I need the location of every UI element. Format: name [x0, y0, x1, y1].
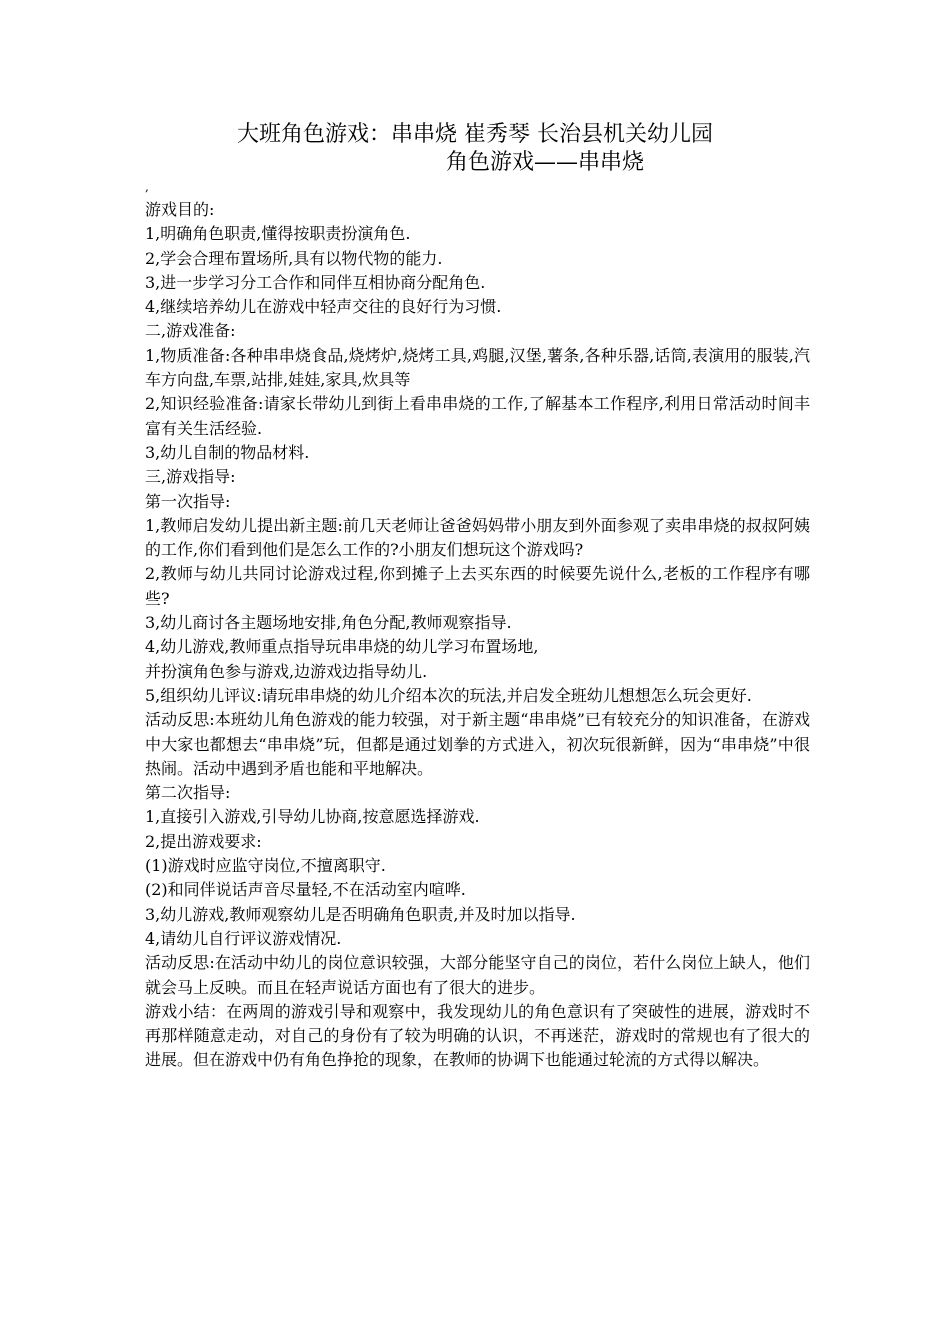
section-heading-preparation: 二,游戏准备:	[145, 321, 236, 341]
summary-paragraph: 游戏小结：在两周的游戏引导和观察中，我发现幼儿的角色意识有了突破性的进展，游戏时不再那样随意走动，对自己的身份有了较为明确的认识，不再迷茫，游戏时的常规也有了很大的进展。但在游戏中仍有角色挣抢的现象，在教师的协调下也能通过轮流的方式得以解决。	[145, 1001, 810, 1070]
paragraph: 1,直接引入游戏,引导幼儿协商,按意愿选择游戏.	[145, 807, 480, 827]
paragraph: 1,物质准备:各种串串烧食品,烧烤炉,烧烤工具,鸡腿,汉堡,薯条,各种乐器,话筒,表演用的服装,汽车方向盘,车票,站排,娃娃,家具,炊具等	[145, 345, 810, 390]
subsection-heading-first: 第一次指导:	[145, 491, 231, 511]
document-title: 大班角色游戏：串串烧 崔秀琴 长治县机关幼儿园	[237, 122, 713, 147]
paragraph: 1,教师启发幼儿提出新主题:前几天老师让爸爸妈妈带小朋友到外面参观了卖串串烧的叔叔阿姨的工作,你们看到他们是怎么工作的?小朋友们想玩这个游戏吗?	[145, 515, 810, 560]
paragraph: 4,继续培养幼儿在游戏中轻声交往的良好行为习惯.	[145, 297, 502, 317]
reflection-paragraph: 活动反思:本班幼儿角色游戏的能力较强，对于新主题“串串烧”已有较充分的知识准备，在游戏中大家也都想去“串串烧”玩，但都是通过划拳的方式进入，初次玩很新鲜，因为“串串烧”中很热闹。活动中遇到矛盾也能和平地解决。	[145, 710, 810, 778]
paragraph: 2,知识经验准备:请家长带幼儿到街上看串串烧的工作,了解基本工作程序,利用日常活动时间丰富有关生活经验.	[145, 394, 810, 438]
paragraph: (1)游戏时应监守岗位,不擅离职守.	[145, 856, 386, 876]
document-body	[145, 198, 810, 1073]
paragraph: 2,教师与幼儿共同讨论游戏过程,你到摊子上去买东西的时候要先说什么,老板的工作程序有哪些?	[145, 564, 810, 608]
paragraph: 2,学会合理布置场所,具有以物代物的能力.	[145, 248, 443, 268]
stray-mark: ,	[145, 180, 149, 194]
paragraph: 3,进一步学习分工合作和同伴互相协商分配角色.	[145, 272, 486, 292]
paragraph: 4,幼儿游戏,教师重点指导玩串串烧的幼儿学习布置场地,	[145, 637, 539, 657]
section-heading-goals: 游戏目的:	[145, 200, 215, 219]
paragraph: 3,幼儿游戏,教师观察幼儿是否明确角色职责,并及时加以指导.	[145, 904, 576, 924]
paragraph: 3,幼儿商讨各主题场地安排,角色分配,教师观察指导.	[145, 613, 512, 633]
paragraph: (2)和同伴说话声音尽量轻,不在活动室内喧哗.	[145, 880, 466, 900]
section-heading-guidance: 三,游戏指导:	[145, 467, 236, 487]
paragraph: 2,提出游戏要求:	[145, 831, 262, 851]
subsection-heading-second: 第二次指导:	[145, 783, 231, 803]
paragraph: 5,组织幼儿评议:请玩串串烧的幼儿介绍本次的玩法,并启发全班幼儿想想怎么玩会更好.	[145, 685, 752, 705]
paragraph: 1,明确角色职责,懂得按职责扮演角色.	[145, 224, 411, 244]
reflection-paragraph: 活动反思:在活动中幼儿的岗位意识较强，大部分能坚守自己的岗位，若什么岗位上缺人，他们就会马上反映。而且在轻声说话方面也有了很大的进步。	[145, 953, 810, 997]
document-subtitle: 角色游戏——串串烧	[445, 150, 644, 175]
paragraph: 4,请幼儿自行评议游戏情况.	[145, 928, 342, 948]
paragraph: 3,幼儿自制的物品材料.	[145, 442, 310, 462]
paragraph: 并扮演角色参与游戏,边游戏边指导幼儿.	[145, 661, 428, 681]
